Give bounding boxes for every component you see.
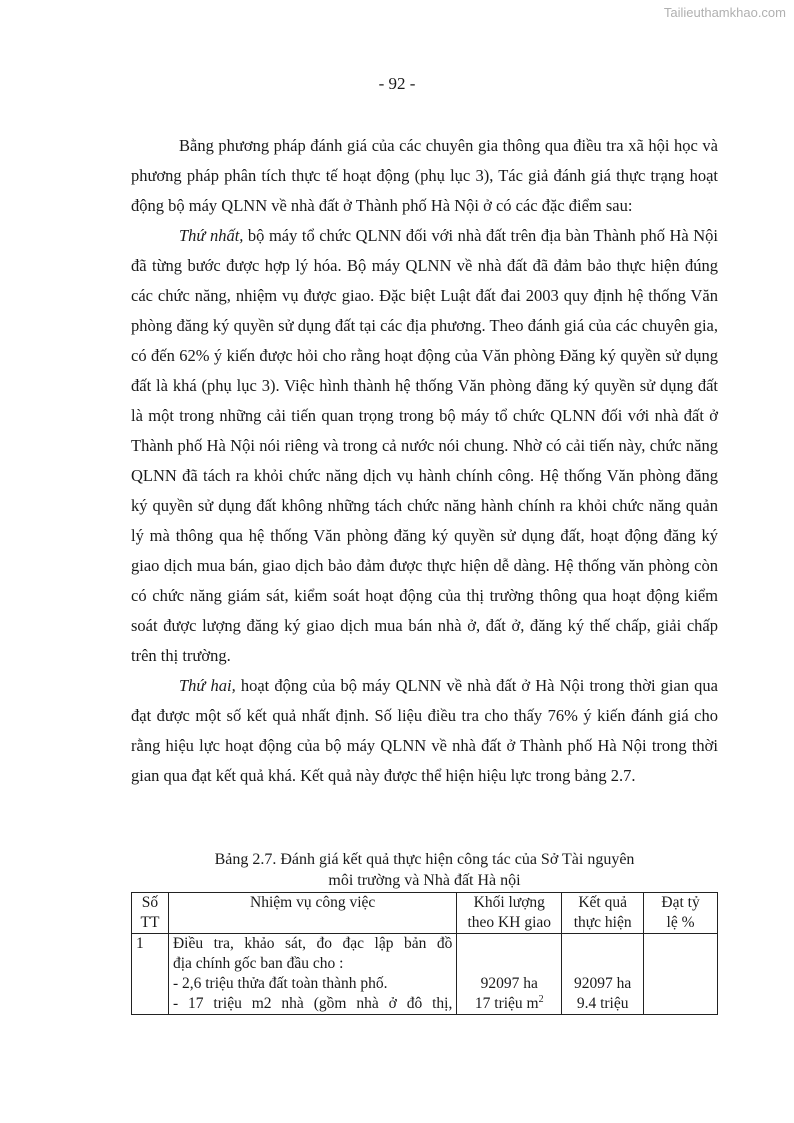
body-text: [131, 131, 718, 791]
row-result: 92097 ha 9.4 triệu: [562, 934, 644, 1015]
page-number: - 92 -: [378, 74, 416, 93]
watermark: Tailieuthamkhao.com: [663, 5, 786, 20]
row-rate: [644, 934, 718, 1015]
second-point-text: hoạt động của bộ máy QLNN về nhà đất ở Hà Nội trong thời gian qua đạt được một số kết quả nhất định. Số liệu điều tra cho thấy 76% ý kiến đánh giá cho rằng hiệu lực hoạt động của bộ máy QLNN về nhà đất ở Thành phố Hà Nội trong thời gian qua đạt kết quả khá. Kết quả này được thể hiện hiệu lực trong bảng 2.7.: [131, 676, 718, 785]
first-point-label: Thứ nhất,: [179, 226, 244, 245]
table-caption-line-2: môi trường và Nhà đất Hà nội: [328, 872, 521, 889]
row-planned: 92097 ha 17 triệu $m^2$: [457, 934, 562, 1015]
second-point-label: Thứ hai,: [179, 676, 236, 695]
header-planned: Khối lượng theo KH giao: [457, 893, 562, 934]
table-caption-line-1: Bảng 2.7. Đánh giá kết quả thực hiện công tác của Sở Tài nguyên: [214, 851, 635, 868]
table-header-row: [132, 893, 718, 934]
row-number: 1: [132, 934, 169, 1015]
first-point-text: bộ máy tổ chức QLNN đối với nhà đất trên địa bàn Thành phố Hà Nội đã từng bước được hợp lý hóa. Bộ máy QLNN về nhà đất đã đảm bảo thực hiện đúng các chức năng, nhiệm vụ được giao. Đặc biệt Luật đất đai 2003 quy định hệ thống Văn phòng đăng ký quyền sử dụng đất tại các địa phương. Theo đánh giá của các chuyên gia, có đến 62% ý kiến được hỏi cho rằng hoạt động của Văn phòng Đăng ký quyền sử dụng đất là khá (phụ lục 3). Việc hình thành hệ thống Văn phòng đăng ký quyền sử dụng đất là một trong những cải tiến quan trọng trong bộ máy tổ chức QLNN đối với nhà đất ở Thành phố Hà Nội nói riêng và trong cả nước nói chung. Nhờ có cải tiến này, chức năng QLNN đã tách ra khỏi chức năng dịch vụ hành chính công. Hệ thống Văn phòng đăng ký quyền sử dụng đất không những tách chức năng hành chính ra khỏi chức năng quản lý mà thông qua hệ thống Văn phòng đăng ký quyền sử dụng đất, hoạt động đăng ký giao dịch mua bán, giao dịch bảo đảm được thực hiện dễ dàng. Hệ thống văn phòng còn có chức năng giám sát, kiểm soát hoạt động của thị trường thông qua hoạt động kiểm soát được lượng đăng ký giao dịch mua bán nhà ở, đất ở, đăng ký thế chấp, giải chấp trên thị trường.: [131, 226, 718, 665]
table-row: [132, 934, 718, 1015]
results-table: [131, 892, 718, 1015]
row-task: Điều tra, khảo sát, đo đạc lập bản đồ địa chính gốc ban đầu cho : - 2,6 triệu thửa đất toàn thành phố. - 17 triệu m2 nhà (gồm nhà ở đô thị,: [168, 934, 456, 1015]
header-rate: Đạt tỷ lệ %: [644, 893, 718, 934]
second-point-paragraph: [131, 671, 718, 791]
first-point-paragraph: [131, 221, 718, 671]
intro-paragraph: Bằng phương pháp đánh giá của các chuyên gia thông qua điều tra xã hội học và phương pháp phân tích thực tế hoạt động (phụ lục 3), Tác giả đánh giá thực trạng hoạt động bộ máy QLNN về nhà đất ở Thành phố Hà Nội ở có các đặc điểm sau:: [131, 136, 718, 215]
table-caption: [131, 849, 718, 891]
header-number: Số TT: [132, 893, 169, 934]
header-task: Nhiệm vụ công việc: [168, 893, 456, 934]
header-result: Kết quả thực hiện: [562, 893, 644, 934]
